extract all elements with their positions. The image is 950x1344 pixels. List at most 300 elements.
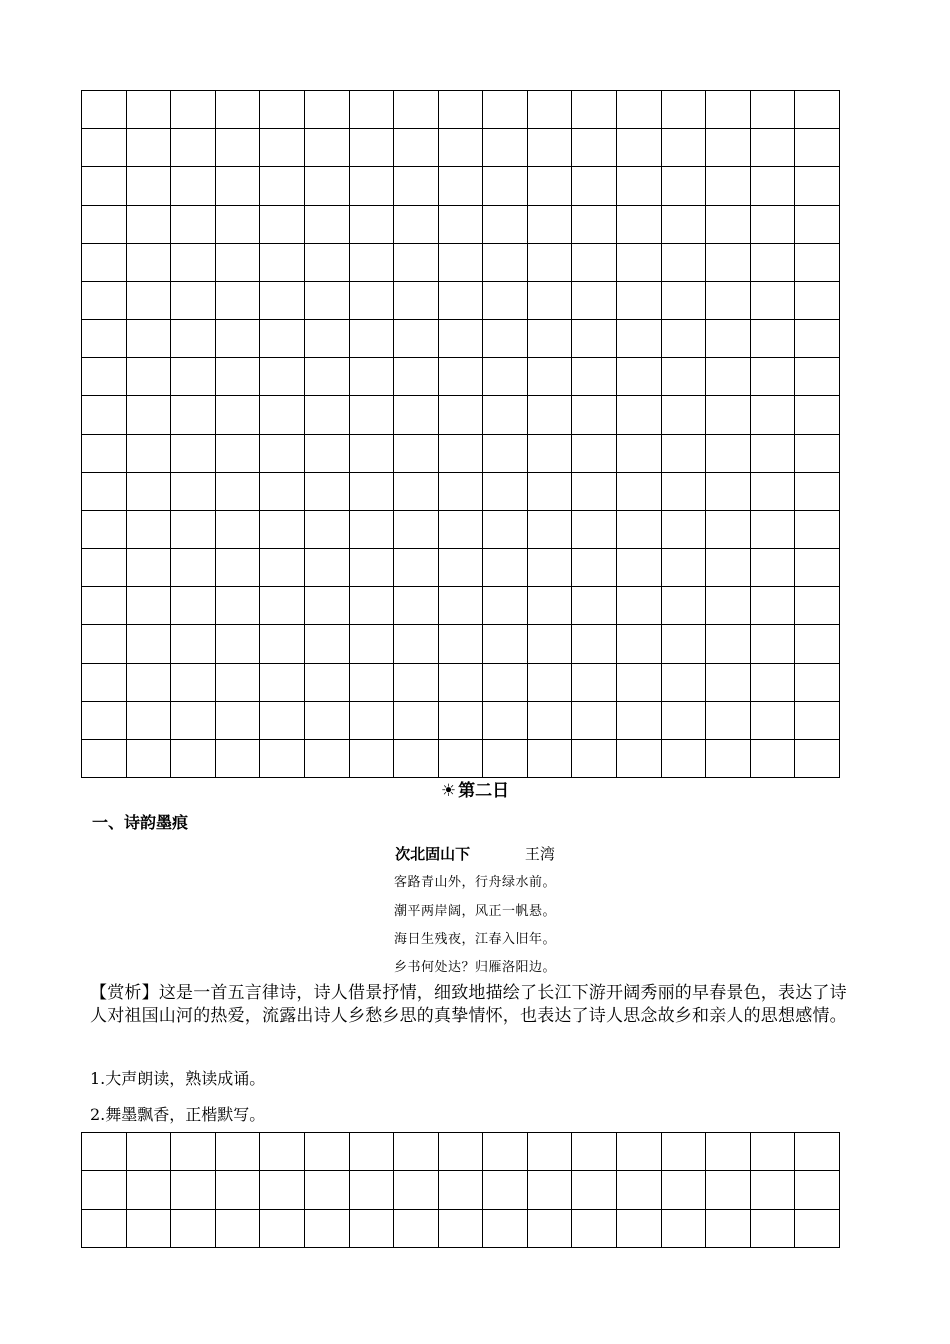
- writing-cell: [662, 549, 707, 587]
- writing-cell: [662, 702, 707, 740]
- writing-cell: [260, 473, 305, 511]
- writing-cell: [439, 206, 484, 244]
- writing-cell: [260, 587, 305, 625]
- writing-cell: [795, 1210, 840, 1248]
- writing-cell: [751, 320, 796, 358]
- writing-cell: [706, 244, 751, 282]
- writing-cell: [82, 587, 127, 625]
- writing-cell: [171, 740, 216, 778]
- writing-cell: [706, 1171, 751, 1209]
- writing-cell: [127, 320, 172, 358]
- writing-cell: [260, 549, 305, 587]
- writing-cell: [751, 91, 796, 129]
- writing-cell: [82, 244, 127, 282]
- writing-cell: [528, 206, 573, 244]
- writing-cell: [127, 664, 172, 702]
- writing-cell: [171, 1210, 216, 1248]
- writing-cell: [751, 587, 796, 625]
- writing-cell: [260, 396, 305, 434]
- writing-cell: [127, 1171, 172, 1209]
- writing-cell: [82, 664, 127, 702]
- writing-cell: [617, 320, 662, 358]
- writing-cell: [528, 320, 573, 358]
- writing-cell: [350, 167, 395, 205]
- writing-cell: [483, 587, 528, 625]
- poem-line: 海日生残夜，江春入旧年。: [393, 932, 556, 947]
- writing-cell: [394, 549, 439, 587]
- writing-cell: [350, 129, 395, 167]
- writing-cell: [751, 511, 796, 549]
- writing-cell: [394, 702, 439, 740]
- writing-cell: [572, 358, 617, 396]
- writing-cell: [350, 549, 395, 587]
- writing-cell: [751, 473, 796, 511]
- writing-cell: [394, 358, 439, 396]
- writing-cell: [528, 167, 573, 205]
- writing-cell: [617, 358, 662, 396]
- writing-cell: [127, 91, 172, 129]
- writing-cell: [305, 282, 350, 320]
- writing-cell: [216, 740, 261, 778]
- writing-cell: [127, 587, 172, 625]
- writing-cell: [483, 282, 528, 320]
- writing-cell: [216, 702, 261, 740]
- appreciation-text: 这是一首五言律诗，诗人借景抒情，细致地描绘了长江下游开阔秀丽的早春景色，表达了诗人对祖国山河的热爱，流露出诗人乡愁乡思的真挚情怀，也表达了诗人思念故乡和亲人的思想感情。: [90, 983, 847, 1026]
- writing-cell: [795, 320, 840, 358]
- writing-cell: [350, 511, 395, 549]
- writing-cell: [394, 740, 439, 778]
- writing-cell: [483, 702, 528, 740]
- day-title-text: 第二日: [458, 781, 510, 801]
- writing-cell: [127, 549, 172, 587]
- writing-cell: [260, 244, 305, 282]
- writing-cell: [751, 625, 796, 663]
- writing-cell: [572, 549, 617, 587]
- writing-cell: [662, 244, 707, 282]
- writing-cell: [171, 511, 216, 549]
- writing-cell: [617, 206, 662, 244]
- writing-cell: [305, 244, 350, 282]
- writing-cell: [617, 1171, 662, 1209]
- writing-cell: [127, 167, 172, 205]
- writing-cell: [350, 396, 395, 434]
- poem-author: 王湾: [524, 845, 555, 863]
- writing-cell: [439, 1171, 484, 1209]
- poem-header: [0, 843, 950, 865]
- writing-cell: [82, 549, 127, 587]
- writing-cell: [82, 435, 127, 473]
- writing-grid-bottom: [81, 1132, 840, 1248]
- writing-cell: [439, 435, 484, 473]
- writing-cell: [483, 396, 528, 434]
- writing-cell: [483, 549, 528, 587]
- writing-cell: [350, 1171, 395, 1209]
- writing-cell: [706, 396, 751, 434]
- writing-cell: [617, 587, 662, 625]
- writing-cell: [662, 396, 707, 434]
- writing-cell: [127, 129, 172, 167]
- writing-cell: [171, 587, 216, 625]
- writing-cell: [350, 244, 395, 282]
- writing-cell: [171, 435, 216, 473]
- writing-cell: [795, 244, 840, 282]
- writing-cell: [617, 740, 662, 778]
- writing-cell: [171, 664, 216, 702]
- writing-cell: [394, 167, 439, 205]
- writing-cell: [171, 549, 216, 587]
- writing-cell: [260, 702, 305, 740]
- writing-cell: [171, 129, 216, 167]
- writing-cell: [216, 396, 261, 434]
- writing-cell: [127, 702, 172, 740]
- writing-cell: [305, 1210, 350, 1248]
- writing-cell: [394, 435, 439, 473]
- writing-cell: [394, 511, 439, 549]
- writing-cell: [751, 664, 796, 702]
- writing-cell: [439, 587, 484, 625]
- writing-cell: [662, 282, 707, 320]
- writing-cell: [260, 625, 305, 663]
- writing-cell: [260, 740, 305, 778]
- writing-cell: [617, 435, 662, 473]
- writing-cell: [260, 91, 305, 129]
- writing-cell: [350, 664, 395, 702]
- writing-cell: [171, 91, 216, 129]
- writing-cell: [483, 244, 528, 282]
- writing-cell: [662, 129, 707, 167]
- task-dictation: 2.舞墨飘香，正楷默写。: [90, 1105, 266, 1124]
- writing-cell: [394, 129, 439, 167]
- writing-grid-top: [81, 90, 840, 778]
- writing-cell: [572, 396, 617, 434]
- writing-cell: [82, 1210, 127, 1248]
- writing-cell: [572, 1171, 617, 1209]
- writing-cell: [82, 1133, 127, 1171]
- writing-cell: [82, 358, 127, 396]
- writing-cell: [82, 1171, 127, 1209]
- writing-cell: [394, 282, 439, 320]
- writing-cell: [528, 435, 573, 473]
- writing-cell: [350, 1210, 395, 1248]
- writing-cell: [305, 1171, 350, 1209]
- writing-cell: [617, 1210, 662, 1248]
- writing-cell: [706, 1210, 751, 1248]
- writing-cell: [439, 129, 484, 167]
- writing-cell: [795, 511, 840, 549]
- writing-cell: [795, 473, 840, 511]
- writing-cell: [439, 625, 484, 663]
- writing-cell: [171, 1133, 216, 1171]
- writing-cell: [617, 625, 662, 663]
- writing-cell: [305, 129, 350, 167]
- writing-cell: [528, 1133, 573, 1171]
- writing-cell: [528, 1210, 573, 1248]
- writing-cell: [617, 244, 662, 282]
- writing-cell: [439, 664, 484, 702]
- writing-cell: [795, 358, 840, 396]
- writing-cell: [439, 167, 484, 205]
- writing-cell: [528, 702, 573, 740]
- writing-cell: [260, 167, 305, 205]
- writing-cell: [260, 206, 305, 244]
- writing-cell: [483, 511, 528, 549]
- writing-cell: [171, 320, 216, 358]
- writing-cell: [706, 435, 751, 473]
- writing-cell: [260, 435, 305, 473]
- writing-cell: [350, 473, 395, 511]
- writing-cell: [572, 625, 617, 663]
- writing-cell: [439, 244, 484, 282]
- writing-cell: [82, 282, 127, 320]
- writing-cell: [483, 206, 528, 244]
- writing-cell: [528, 91, 573, 129]
- writing-cell: [528, 396, 573, 434]
- writing-cell: [260, 129, 305, 167]
- writing-cell: [216, 511, 261, 549]
- writing-cell: [528, 244, 573, 282]
- writing-cell: [706, 358, 751, 396]
- poem-line: 潮平两岸阔，风正一帆悬。: [393, 904, 556, 919]
- writing-cell: [795, 282, 840, 320]
- writing-cell: [795, 702, 840, 740]
- writing-cell: [127, 244, 172, 282]
- writing-cell: [572, 1210, 617, 1248]
- writing-cell: [305, 587, 350, 625]
- writing-cell: [394, 206, 439, 244]
- writing-cell: [795, 625, 840, 663]
- writing-cell: [216, 587, 261, 625]
- writing-cell: [439, 549, 484, 587]
- writing-cell: [439, 1210, 484, 1248]
- writing-cell: [127, 435, 172, 473]
- writing-cell: [394, 396, 439, 434]
- writing-cell: [528, 587, 573, 625]
- writing-cell: [305, 320, 350, 358]
- writing-cell: [706, 664, 751, 702]
- writing-cell: [127, 396, 172, 434]
- poem-title: 次北固山下: [395, 845, 471, 863]
- writing-cell: [751, 1210, 796, 1248]
- writing-cell: [216, 206, 261, 244]
- writing-cell: [127, 282, 172, 320]
- writing-cell: [216, 129, 261, 167]
- writing-cell: [439, 282, 484, 320]
- writing-cell: [706, 511, 751, 549]
- writing-cell: [260, 282, 305, 320]
- writing-cell: [751, 435, 796, 473]
- writing-cell: [706, 91, 751, 129]
- writing-cell: [350, 587, 395, 625]
- writing-cell: [394, 473, 439, 511]
- writing-cell: [305, 1133, 350, 1171]
- writing-cell: [751, 1133, 796, 1171]
- writing-cell: [171, 167, 216, 205]
- writing-cell: [662, 473, 707, 511]
- writing-cell: [305, 435, 350, 473]
- writing-cell: [439, 320, 484, 358]
- writing-cell: [483, 167, 528, 205]
- writing-cell: [572, 473, 617, 511]
- writing-cell: [751, 129, 796, 167]
- writing-cell: [127, 358, 172, 396]
- writing-cell: [82, 129, 127, 167]
- writing-cell: [617, 167, 662, 205]
- poem-line: 客路青山外，行舟绿水前。: [393, 875, 556, 890]
- writing-cell: [572, 1133, 617, 1171]
- writing-cell: [528, 740, 573, 778]
- writing-cell: [216, 91, 261, 129]
- task-read-aloud: 1.大声朗读，熟读成诵。: [90, 1069, 266, 1088]
- writing-cell: [662, 1133, 707, 1171]
- writing-cell: [795, 396, 840, 434]
- writing-cell: [127, 1210, 172, 1248]
- writing-cell: [82, 702, 127, 740]
- writing-cell: [617, 91, 662, 129]
- appreciation-paragraph: [90, 982, 860, 1028]
- writing-cell: [795, 1133, 840, 1171]
- writing-cell: [216, 435, 261, 473]
- writing-cell: [795, 740, 840, 778]
- writing-cell: [127, 625, 172, 663]
- writing-cell: [171, 473, 216, 511]
- writing-cell: [528, 511, 573, 549]
- writing-cell: [350, 740, 395, 778]
- writing-cell: [706, 320, 751, 358]
- writing-cell: [795, 664, 840, 702]
- writing-cell: [751, 740, 796, 778]
- writing-cell: [216, 358, 261, 396]
- writing-cell: [82, 91, 127, 129]
- writing-cell: [82, 511, 127, 549]
- writing-cell: [528, 625, 573, 663]
- writing-cell: [617, 1133, 662, 1171]
- writing-cell: [216, 473, 261, 511]
- writing-cell: [751, 1171, 796, 1209]
- writing-cell: [483, 129, 528, 167]
- writing-cell: [394, 625, 439, 663]
- writing-cell: [662, 435, 707, 473]
- writing-cell: [82, 473, 127, 511]
- day-title: [0, 779, 950, 803]
- writing-cell: [305, 206, 350, 244]
- writing-cell: [706, 702, 751, 740]
- writing-cell: [439, 1133, 484, 1171]
- writing-cell: [528, 282, 573, 320]
- writing-cell: [483, 740, 528, 778]
- sun-icon: ☀: [440, 781, 457, 801]
- writing-cell: [662, 167, 707, 205]
- writing-cell: [171, 206, 216, 244]
- writing-cell: [662, 1210, 707, 1248]
- writing-cell: [439, 740, 484, 778]
- writing-cell: [795, 206, 840, 244]
- writing-cell: [706, 1133, 751, 1171]
- writing-cell: [572, 511, 617, 549]
- writing-cell: [305, 664, 350, 702]
- writing-cell: [305, 549, 350, 587]
- writing-cell: [483, 91, 528, 129]
- writing-cell: [751, 167, 796, 205]
- writing-cell: [394, 1133, 439, 1171]
- writing-cell: [82, 625, 127, 663]
- writing-cell: [439, 91, 484, 129]
- writing-cell: [706, 206, 751, 244]
- writing-cell: [795, 549, 840, 587]
- writing-cell: [216, 282, 261, 320]
- writing-cell: [394, 91, 439, 129]
- writing-cell: [662, 91, 707, 129]
- writing-cell: [662, 664, 707, 702]
- writing-cell: [350, 1133, 395, 1171]
- writing-cell: [572, 282, 617, 320]
- writing-cell: [617, 511, 662, 549]
- writing-cell: [662, 206, 707, 244]
- writing-cell: [439, 396, 484, 434]
- writing-cell: [572, 587, 617, 625]
- writing-cell: [706, 282, 751, 320]
- writing-cell: [216, 1171, 261, 1209]
- writing-cell: [394, 320, 439, 358]
- writing-cell: [171, 396, 216, 434]
- writing-cell: [528, 129, 573, 167]
- writing-cell: [171, 625, 216, 663]
- writing-cell: [394, 244, 439, 282]
- writing-cell: [216, 549, 261, 587]
- writing-cell: [483, 1133, 528, 1171]
- writing-cell: [171, 244, 216, 282]
- writing-cell: [751, 244, 796, 282]
- writing-cell: [483, 473, 528, 511]
- poem-line: 乡书何处达？归雁洛阳边。: [393, 960, 556, 975]
- writing-cell: [483, 664, 528, 702]
- writing-cell: [305, 473, 350, 511]
- writing-cell: [350, 358, 395, 396]
- writing-cell: [706, 167, 751, 205]
- writing-cell: [305, 625, 350, 663]
- writing-cell: [171, 1171, 216, 1209]
- writing-cell: [260, 511, 305, 549]
- writing-cell: [260, 664, 305, 702]
- writing-cell: [572, 664, 617, 702]
- writing-cell: [751, 396, 796, 434]
- writing-cell: [305, 396, 350, 434]
- writing-cell: [127, 1133, 172, 1171]
- writing-cell: [216, 167, 261, 205]
- writing-cell: [216, 320, 261, 358]
- writing-cell: [171, 358, 216, 396]
- writing-cell: [617, 473, 662, 511]
- writing-cell: [260, 320, 305, 358]
- writing-cell: [795, 435, 840, 473]
- writing-cell: [305, 167, 350, 205]
- writing-cell: [706, 740, 751, 778]
- writing-cell: [305, 702, 350, 740]
- writing-cell: [662, 511, 707, 549]
- writing-cell: [617, 549, 662, 587]
- writing-cell: [572, 740, 617, 778]
- writing-cell: [216, 1210, 261, 1248]
- writing-cell: [350, 320, 395, 358]
- writing-cell: [439, 511, 484, 549]
- writing-cell: [483, 1171, 528, 1209]
- writing-cell: [305, 91, 350, 129]
- writing-cell: [260, 1171, 305, 1209]
- writing-cell: [662, 625, 707, 663]
- writing-cell: [528, 358, 573, 396]
- writing-cell: [572, 167, 617, 205]
- section-heading: 一、诗韵墨痕: [92, 813, 189, 832]
- writing-cell: [706, 473, 751, 511]
